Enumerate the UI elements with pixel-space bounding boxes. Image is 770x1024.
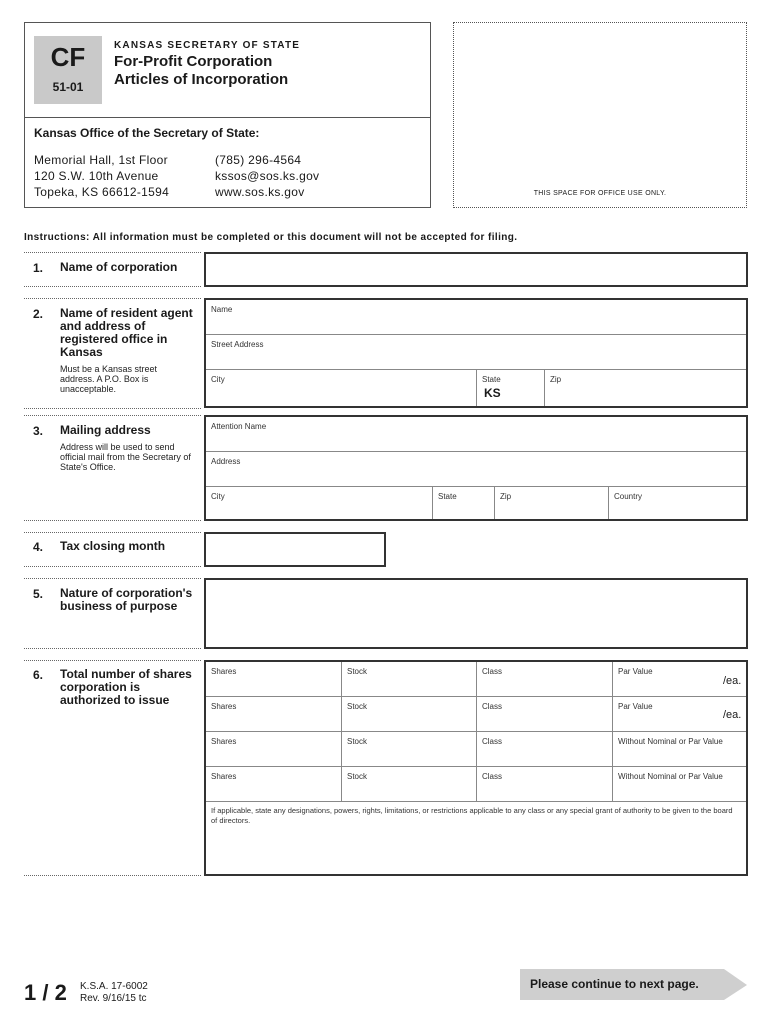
email[interactable]: kssos@sos.ks.gov [215, 169, 320, 183]
office-use-label: THIS SPACE FOR OFFICE USE ONLY. [533, 190, 667, 197]
shares-label: Shares [211, 702, 237, 711]
section-number: 5. [33, 587, 44, 601]
col-divider [476, 662, 477, 801]
divider [24, 578, 201, 579]
par-value-label: Par Value [618, 702, 653, 711]
tax-closing-month-field[interactable] [204, 532, 386, 567]
corporation-name-field[interactable] [204, 252, 748, 287]
section-number: 6. [33, 668, 44, 682]
header-divider [24, 117, 431, 118]
address-line2: 120 S.W. 10th Avenue [34, 169, 159, 183]
stock-label: Stock [347, 772, 368, 781]
section-label: Total number of shares corporation is authorized to issue [60, 667, 192, 707]
col-divider [341, 662, 342, 801]
shares-label: Shares [211, 737, 237, 746]
divider [24, 520, 201, 521]
divider [24, 660, 201, 661]
class-label: Class [482, 772, 503, 781]
section-number: 2. [33, 307, 44, 321]
class-label: Class [482, 702, 503, 711]
street-label: Street Address [211, 340, 264, 349]
no-par-value-label: Without Nominal or Par Value [618, 737, 723, 746]
par-value-label: Par Value [618, 667, 653, 676]
row-divider [206, 486, 746, 487]
class-label: Class [482, 667, 503, 676]
divider [24, 566, 201, 567]
office-use-box [453, 22, 747, 208]
state-value: KS [484, 386, 501, 400]
agency-name: KANSAS SECRETARY OF STATE [114, 40, 301, 51]
country-label: Country [614, 492, 643, 501]
section-number: 1. [33, 261, 44, 275]
section-label: Name of corporation [60, 260, 178, 274]
divider [24, 648, 201, 649]
stock-label: Stock [347, 737, 368, 746]
divider [24, 286, 201, 287]
shares-label: Shares [211, 772, 237, 781]
shares-label: Shares [211, 667, 237, 676]
contact-block [215, 152, 319, 200]
address-line1: Memorial Hall, 1st Floor [34, 153, 168, 167]
divider [24, 532, 201, 533]
state-label: State [438, 492, 457, 501]
divider [24, 408, 201, 409]
city-label: City [211, 375, 225, 384]
continue-text: Please continue to next page. [530, 977, 699, 991]
state-label: State [482, 375, 501, 384]
no-par-value-label: Without Nominal or Par Value [618, 772, 723, 781]
per-each-suffix: /ea. [723, 675, 742, 687]
divider [24, 252, 201, 253]
city-label: City [211, 492, 225, 501]
form-code-badge [34, 36, 102, 104]
website[interactable]: www.sos.ks.gov [215, 185, 305, 199]
stock-label: Stock [347, 667, 368, 676]
shares-table [204, 660, 748, 876]
statute: K.S.A. 17-6002 [80, 981, 148, 992]
name-label: Name [211, 305, 233, 314]
designations-label: If applicable, state any designations, powers, rights, limitations, or restrictions applicable to any class or any special grant of authority to be given to the board of directors. [211, 806, 733, 825]
address-block [34, 152, 169, 200]
section-note: Address will be used to send official mail from the Secretary of State's Office. [60, 442, 191, 472]
col-divider [432, 486, 433, 519]
attention-label: Attention Name [211, 422, 267, 431]
class-label: Class [482, 737, 503, 746]
instructions: Instructions: All information must be completed or this document will not be accepted for filing. [24, 232, 518, 243]
section-note: Must be a Kansas street address. A P.O. Box is unacceptable. [60, 364, 158, 394]
address-line3: Topeka, KS 66612-1594 [34, 185, 170, 199]
form-title-line2: Articles of Incorporation [114, 71, 289, 88]
row-divider [206, 334, 746, 335]
address-label: Address [211, 457, 241, 466]
phone: (785) 296-4564 [215, 153, 302, 167]
page-number: 1 / 2 [24, 980, 67, 1005]
divider [24, 298, 201, 299]
row-divider [206, 451, 746, 452]
zip-label: Zip [500, 492, 512, 501]
row-divider [206, 801, 746, 802]
section-number: 4. [33, 540, 44, 554]
section-label: Nature of corporation's business of purpose [60, 586, 193, 613]
divider [24, 875, 201, 876]
form-title-line1: For-Profit Corporation [114, 53, 273, 70]
divider [24, 415, 201, 416]
form-number: 51-01 [52, 80, 84, 94]
col-divider [494, 486, 495, 519]
revision: Rev. 9/16/15 tc [80, 993, 147, 1004]
mailing-address-box [204, 415, 748, 521]
col-divider [476, 369, 477, 406]
office-heading: Kansas Office of the Secretary of State: [34, 126, 260, 140]
section-label: Tax closing month [60, 539, 166, 553]
per-each-suffix: /ea. [723, 709, 742, 721]
section-label: Mailing address [60, 423, 151, 437]
col-divider [612, 662, 613, 801]
col-divider [608, 486, 609, 519]
resident-agent-box [204, 298, 748, 408]
col-divider [544, 369, 545, 406]
section-number: 3. [33, 424, 44, 438]
section-label: Name of resident agent and address of registered office in Kansas [60, 306, 193, 359]
zip-label: Zip [550, 375, 562, 384]
stock-label: Stock [347, 702, 368, 711]
form-code: CF [50, 42, 86, 72]
business-purpose-field[interactable] [204, 578, 748, 649]
